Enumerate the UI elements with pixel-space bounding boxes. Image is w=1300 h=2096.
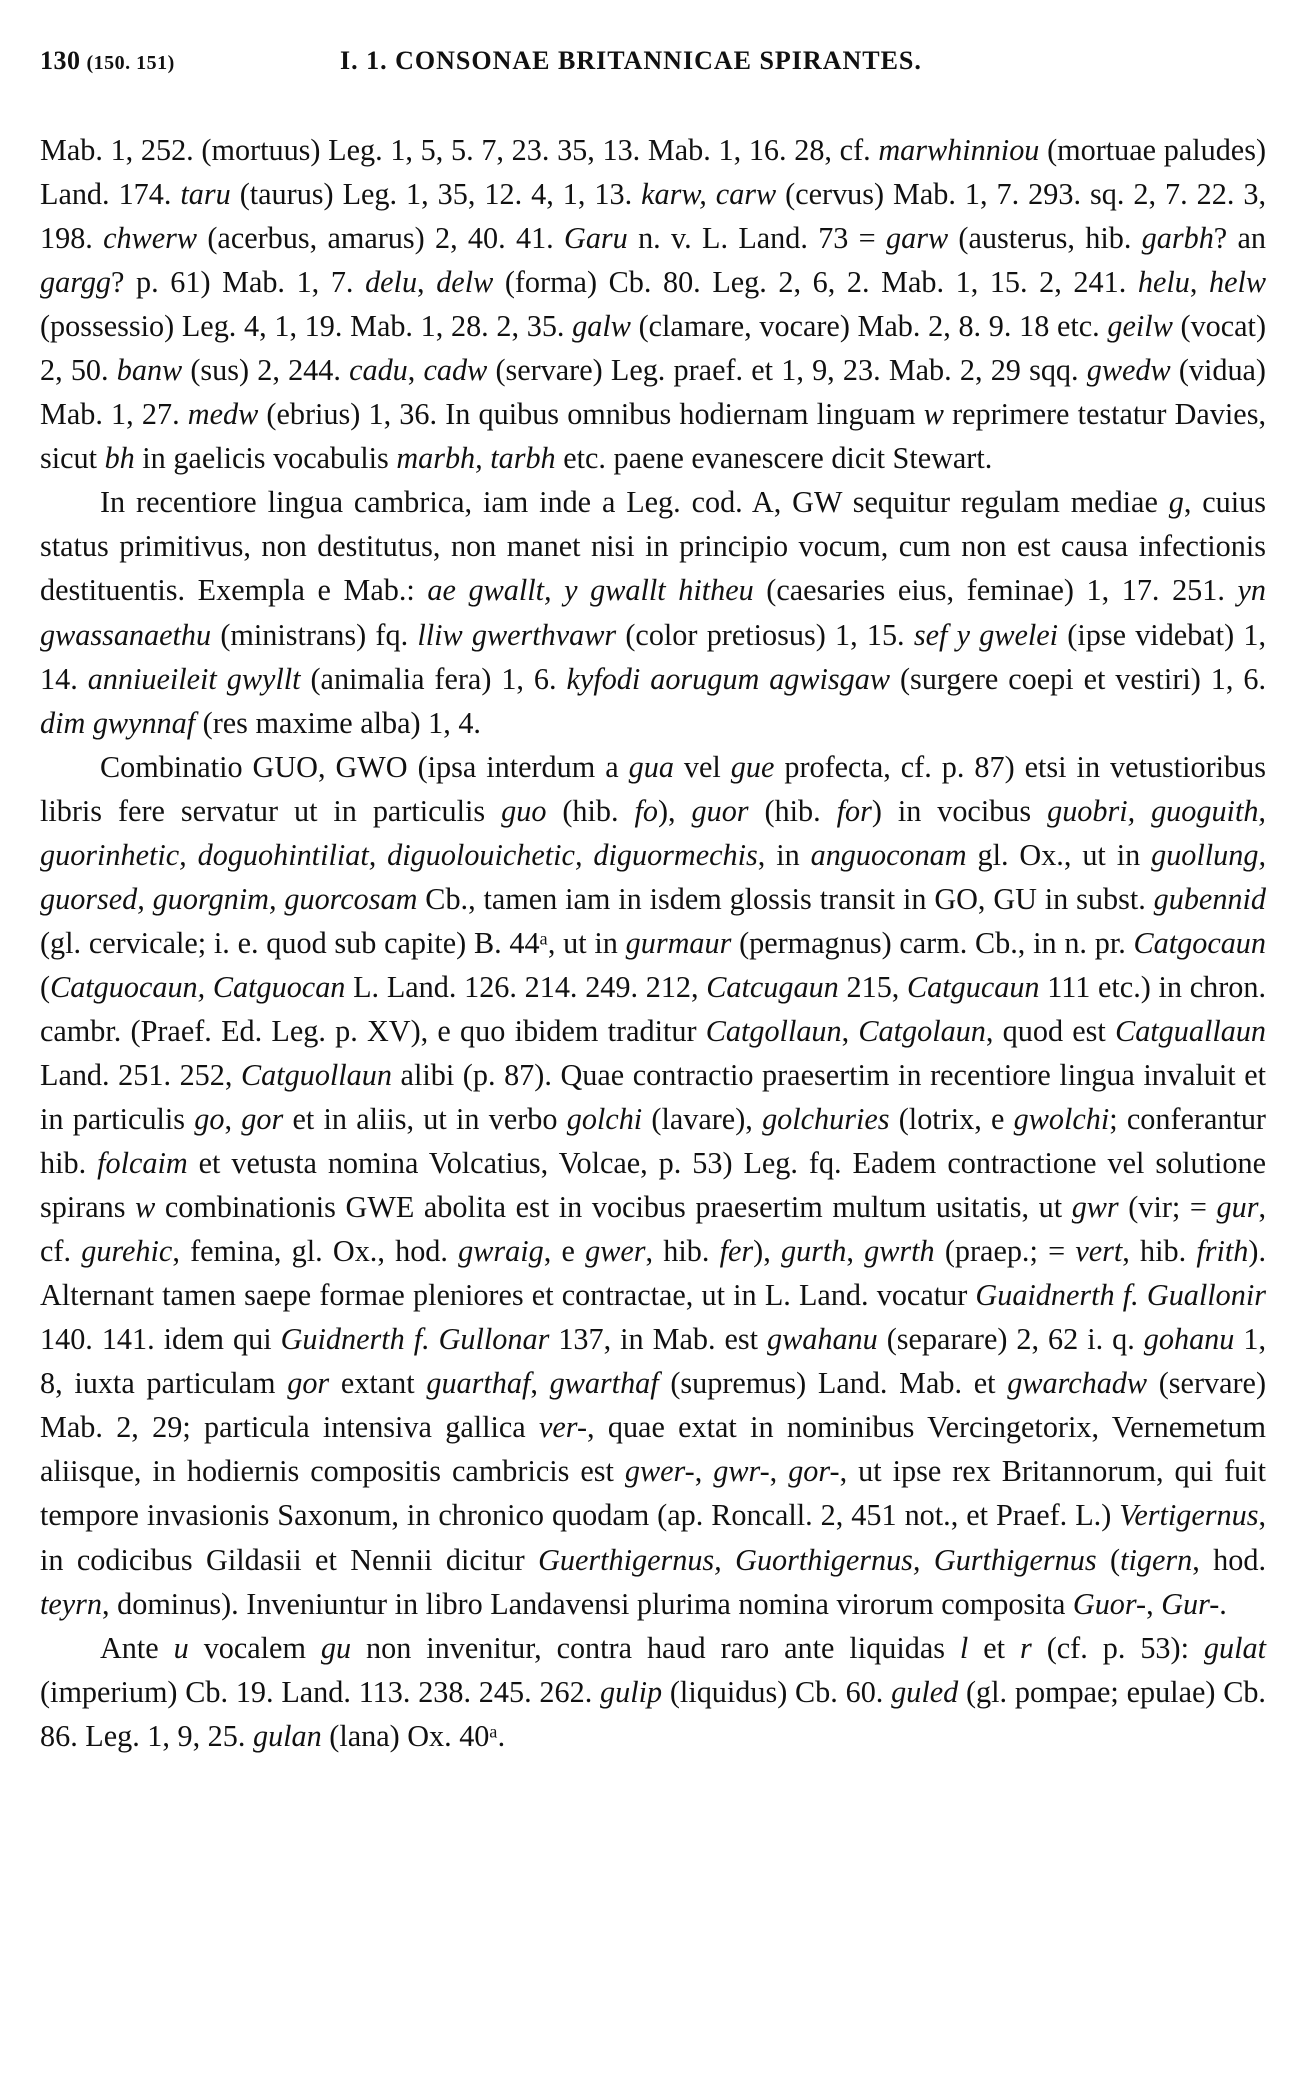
text-run: (ebrius) 1, 36. In quibus omnibus hodiernam linguam bbox=[258, 397, 924, 432]
text-run: (imperium) Cb. 19. Land. 113. 238. 245. 262. bbox=[40, 1674, 601, 1709]
italic-word: gubennid bbox=[1153, 881, 1266, 916]
text-run: et vetusta nomina Volcatius, Volcae, p. 53) Leg. fq. Eadem contractione vel solutione spirans bbox=[40, 1146, 1267, 1225]
italic-word: gor bbox=[287, 1366, 330, 1401]
italic-word: gwer bbox=[585, 1234, 646, 1269]
text-run: , bbox=[841, 1013, 859, 1048]
italic-word: gulat bbox=[1203, 1630, 1266, 1665]
text-run: (lavare), bbox=[642, 1102, 763, 1137]
italic-word: kyfodi aorugum agwisgaw bbox=[566, 661, 890, 696]
italic-word: Gur- bbox=[1161, 1586, 1220, 1621]
text-run: ( bbox=[40, 969, 51, 1004]
text-run: (ministrans) fq. bbox=[211, 617, 418, 652]
text-run: (permagnus) carm. Cb., in n. pr. bbox=[731, 925, 1134, 960]
italic-word: gurth bbox=[780, 1234, 847, 1269]
italic-word: fer bbox=[719, 1234, 754, 1269]
italic-word: guollung, guorsed, guorgnim, guorcosam bbox=[40, 837, 1266, 916]
italic-word: galw bbox=[572, 309, 631, 344]
text-run: (animalia fera) 1, 6. bbox=[300, 661, 567, 696]
italic-word: guarthaf bbox=[426, 1366, 531, 1401]
italic-word: gu bbox=[320, 1630, 352, 1665]
text-run: (lana) Ox. 40ᵃ. bbox=[321, 1718, 506, 1753]
text-body bbox=[40, 128, 1266, 1758]
text-run: , hib. bbox=[645, 1234, 720, 1269]
italic-word: gue bbox=[730, 749, 775, 784]
italic-word: Catgocaun bbox=[1133, 925, 1266, 960]
text-run: , cf. bbox=[40, 1190, 1266, 1269]
text-run: (mortuae paludes) Land. 174. bbox=[40, 133, 1266, 212]
italic-word: frith bbox=[1196, 1234, 1249, 1269]
text-run: (sus) 2, 244. bbox=[182, 353, 350, 388]
italic-word: golchuries bbox=[762, 1102, 890, 1137]
text-run: , quod est bbox=[985, 1013, 1116, 1048]
text-run: (taurus) Leg. 1, 35, 12. 4, 1, 13. bbox=[230, 177, 642, 212]
text-run: . bbox=[1219, 1586, 1227, 1621]
text-run: , bbox=[407, 353, 424, 388]
text-run: , hod. bbox=[1192, 1542, 1266, 1577]
text-run: ). Alternant tamen saepe formae pleniores et contractae, ut in L. Land. vocatur bbox=[40, 1234, 1266, 1313]
italic-word: karw, carw bbox=[641, 177, 777, 212]
italic-word: marbh, tarbh bbox=[396, 441, 556, 476]
italic-word: Catgollaun bbox=[705, 1013, 842, 1048]
italic-word: yn gwassanaethu bbox=[40, 573, 1267, 652]
text-run: combinationis GWE abolita est in vocibus praesertim multum usitatis, ut bbox=[155, 1190, 1072, 1225]
text-run: , femina, gl. Ox., hod. bbox=[172, 1234, 459, 1269]
text-run: , bbox=[1146, 1586, 1162, 1621]
text-run: reprimere testatur Davies, sicut bbox=[40, 397, 1266, 476]
text-run: profecta, cf. p. 87) etsi in vetustioribus libris fere servatur ut in particulis bbox=[40, 749, 1266, 828]
text-run: (servare) Mab. 2, 29; particula intensiva gallica bbox=[40, 1366, 1266, 1445]
text-run: ), bbox=[753, 1234, 781, 1269]
text-run: Cb., tamen iam in isdem glossis transit in GO, GU in subst. bbox=[417, 881, 1154, 916]
text-run: (liquidus) Cb. 60. bbox=[662, 1674, 892, 1709]
paragraph bbox=[40, 745, 1266, 1626]
text-run: , bbox=[224, 1102, 242, 1137]
italic-word: guobri, guoguith, guorinhetic, doguohintiliat, diguolouichetic, diguormechis bbox=[40, 793, 1266, 872]
italic-word: guled bbox=[891, 1674, 959, 1709]
section-title: I. 1. CONSONAE BRITANNICAE SPIRANTES. bbox=[340, 46, 922, 75]
italic-word: gua bbox=[628, 749, 674, 784]
italic-word: cadw bbox=[423, 353, 488, 388]
italic-word: gwrth bbox=[864, 1234, 935, 1269]
text-run: , cuius status primitivus, non destitutus, non manet nisi in principio vocum, cum non est causa infectionis destituentis. Exempla e Mab.: bbox=[40, 485, 1266, 608]
text-run: Land. 251. 252, bbox=[40, 1057, 242, 1092]
text-run: (res maxime alba) 1, 4. bbox=[195, 705, 481, 740]
italic-word: Catguollaun bbox=[241, 1057, 392, 1092]
page-number: 130 bbox=[40, 46, 81, 75]
text-run: Combinatio GUO, GWO (ipsa interdum a bbox=[100, 749, 629, 784]
italic-word: gulan bbox=[252, 1718, 322, 1753]
italic-word: w bbox=[923, 397, 944, 432]
text-run: In recentiore lingua cambrica, iam inde a Leg. cod. A, GW sequitur regulam mediae bbox=[100, 485, 1169, 520]
italic-word: Guidnerth f. Gullonar bbox=[280, 1322, 550, 1357]
italic-word: Guerthigernus, Guorthigernus, Gurthigernus bbox=[538, 1542, 1097, 1577]
italic-word: Catcugaun bbox=[706, 969, 839, 1004]
italic-word: folcaim bbox=[97, 1146, 188, 1181]
text-run: , e bbox=[543, 1234, 586, 1269]
text-run: alibi (p. 87). Quae contractio praesertim in recentiore lingua invaluit et in particulis bbox=[40, 1057, 1266, 1137]
text-run: (austerus, hib. bbox=[948, 221, 1142, 256]
text-run: (cervus) Mab. 1, 7. 293. sq. 2, 7. 22. 3, 198. bbox=[40, 177, 1266, 256]
text-run: 137, in Mab. est bbox=[549, 1322, 768, 1357]
italic-word: gwr- bbox=[713, 1454, 770, 1489]
text-run: gl. Ox., ut in bbox=[966, 837, 1152, 872]
italic-word: vert bbox=[1075, 1234, 1123, 1269]
italic-word: delu bbox=[365, 265, 418, 300]
text-run: extant bbox=[329, 1366, 427, 1401]
italic-word: garbh bbox=[1141, 221, 1214, 256]
italic-word: geilw bbox=[1107, 309, 1173, 344]
text-run: (gl. cervicale; i. e. quod sub capite) B. 44ᵃ, ut in bbox=[40, 925, 626, 960]
text-run: n. v. L. Land. 73 = bbox=[627, 221, 887, 256]
text-run: vel bbox=[673, 749, 731, 784]
text-run: (vocat) 2, 50. bbox=[40, 309, 1266, 388]
italic-word: ver- bbox=[539, 1410, 587, 1445]
italic-word: chwerw bbox=[103, 221, 198, 256]
text-run: (ipse videbat) 1, 14. bbox=[40, 617, 1267, 696]
italic-word: Garu bbox=[564, 221, 628, 256]
text-run: (cf. p. 53): bbox=[1031, 1630, 1204, 1665]
italic-word: guo bbox=[501, 793, 547, 828]
text-run: , bbox=[694, 1454, 714, 1489]
italic-word: gwer- bbox=[624, 1454, 695, 1489]
text-run: , bbox=[769, 1454, 789, 1489]
text-run: , quae extat in nominibus Vercingetorix, Vernemetum aliisque, in hodiernis compositis cambricis est bbox=[40, 1410, 1266, 1489]
italic-word: anniueileit gwyllt bbox=[87, 661, 301, 696]
text-run: (separare) 2, 62 i. q. bbox=[877, 1322, 1144, 1357]
text-run: (possessio) Leg. 4, 1, 19. Mab. 1, 28. 2, 35. bbox=[40, 309, 573, 344]
italic-word: Vertigernus bbox=[1119, 1498, 1259, 1533]
italic-word: ae gwallt, y gwallt hitheu bbox=[427, 573, 754, 608]
text-run: Ante bbox=[100, 1630, 174, 1665]
paragraph bbox=[40, 128, 1266, 480]
text-run: ? an bbox=[1213, 221, 1266, 256]
text-run: Mab. 1, 252. (mortuus) Leg. 1, 5, 5. 7, 23. 35, 13. Mab. 1, 16. 28, cf. bbox=[40, 133, 879, 167]
text-run: etc. paene evanescere dicit Stewart. bbox=[555, 441, 993, 476]
italic-word: helw bbox=[1208, 265, 1266, 300]
italic-word: gohanu bbox=[1143, 1322, 1235, 1357]
italic-word: Catgucaun bbox=[907, 969, 1040, 1004]
text-run: ( bbox=[1096, 1542, 1121, 1577]
text-run: , bbox=[846, 1234, 865, 1269]
italic-word: delw bbox=[436, 265, 494, 300]
italic-word: marwhinniou bbox=[878, 133, 1040, 167]
italic-word: medw bbox=[187, 397, 259, 432]
italic-word: gulip bbox=[600, 1674, 663, 1709]
text-run: , ut ipse rex Britannorum, qui fuit tempore invasionis Saxonum, in chronico quodam (ap. Roncall. 2, 451 not., et Praef. L.) bbox=[40, 1454, 1267, 1533]
text-run: (praep.; = bbox=[934, 1234, 1076, 1269]
italic-word: Guaidnerth f. Guallonir bbox=[975, 1278, 1266, 1313]
italic-word: Catguallaun bbox=[1115, 1013, 1267, 1048]
text-run: , dominus). Inveniuntur in libro Landavensi plurima nomina virorum composita bbox=[102, 1586, 1073, 1621]
italic-word: golchi bbox=[566, 1102, 643, 1137]
paragraph bbox=[40, 480, 1266, 744]
text-run: ), bbox=[657, 793, 692, 828]
text-run: ; conferantur hib. bbox=[40, 1102, 1266, 1181]
italic-word: bh bbox=[104, 441, 135, 476]
text-run: 140. 141. idem qui bbox=[40, 1322, 281, 1357]
text-run: , bbox=[417, 265, 437, 300]
text-run: ) in vocibus bbox=[871, 793, 1048, 828]
text-run: et bbox=[968, 1630, 1021, 1665]
italic-word: gwarthaf bbox=[549, 1366, 659, 1401]
text-run: et in aliis, ut in verbo bbox=[283, 1102, 567, 1137]
text-run: , in bbox=[757, 837, 811, 872]
text-run: in gaelicis vocabulis bbox=[134, 441, 397, 476]
italic-word: l bbox=[959, 1630, 969, 1665]
italic-word: gwolchi bbox=[1013, 1102, 1110, 1137]
italic-word: go bbox=[194, 1102, 225, 1137]
running-head bbox=[40, 46, 1266, 90]
italic-word: g bbox=[1168, 485, 1184, 520]
italic-word: fo bbox=[634, 793, 658, 828]
text-run: 215, bbox=[838, 969, 908, 1004]
text-run: (surgere coepi et vestiri) 1, 6. bbox=[890, 661, 1266, 696]
italic-word: anguoconam bbox=[810, 837, 967, 872]
text-run: (hib. bbox=[748, 793, 837, 828]
italic-word: gor- bbox=[788, 1454, 840, 1489]
italic-word: gurmaur bbox=[625, 925, 732, 960]
italic-word: Guor- bbox=[1072, 1586, 1147, 1621]
italic-word: helu bbox=[1137, 265, 1190, 300]
italic-word: guor bbox=[691, 793, 749, 828]
italic-word: gwr bbox=[1071, 1190, 1119, 1225]
italic-word: gurehic bbox=[81, 1234, 173, 1269]
text-run: vocalem bbox=[188, 1630, 321, 1665]
text-run: (vir; = bbox=[1118, 1190, 1217, 1225]
italic-word: gargg bbox=[40, 265, 112, 300]
italic-word: gur bbox=[1216, 1190, 1259, 1225]
text-run: , bbox=[530, 1366, 550, 1401]
text-run: (acerbus, amarus) 2, 40. 41. bbox=[197, 221, 565, 256]
text-run: 1, 8, iuxta particulam bbox=[40, 1322, 1266, 1401]
italic-word: dim gwynnaf bbox=[40, 705, 196, 740]
italic-word: u bbox=[173, 1630, 189, 1665]
text-run: non invenitur, contra haud raro ante liquidas bbox=[351, 1630, 960, 1665]
italic-word: gwarchadw bbox=[1007, 1366, 1148, 1401]
italic-word: banw bbox=[116, 353, 183, 388]
text-run: , hib. bbox=[1122, 1234, 1197, 1269]
italic-word: for bbox=[836, 793, 872, 828]
italic-word: sef y gwelei bbox=[913, 617, 1059, 652]
italic-word: tigern bbox=[1120, 1542, 1193, 1577]
text-run: ? p. 61) Mab. 1, 7. bbox=[111, 265, 366, 300]
italic-word: gwedw bbox=[1086, 353, 1171, 388]
text-run: , bbox=[1189, 265, 1209, 300]
italic-word: gwraig bbox=[458, 1234, 544, 1269]
paragraph bbox=[40, 1626, 1266, 1758]
italic-word: teyrn bbox=[40, 1586, 103, 1621]
text-run: (forma) Cb. 80. Leg. 2, 6, 2. Mab. 1, 15. 2, 241. bbox=[493, 265, 1138, 300]
text-run: (supremus) Land. Mab. et bbox=[658, 1366, 1008, 1401]
text-run: , in codicibus Gildasii et Nennii dicitur bbox=[40, 1498, 1266, 1577]
text-run: (lotrix, e bbox=[889, 1102, 1014, 1137]
italic-word: Catgolaun bbox=[858, 1013, 986, 1048]
text-run: (gl. pompae; epulae) Cb. 86. Leg. 1, 9, 25. bbox=[40, 1674, 1266, 1753]
text-run: (hib. bbox=[546, 793, 635, 828]
column-numbers: (150. 151) bbox=[86, 52, 175, 74]
italic-word: w bbox=[135, 1190, 156, 1225]
italic-word: taru bbox=[180, 177, 231, 212]
text-run: (color pretiosus) 1, 15. bbox=[616, 617, 914, 652]
text-run: (clamare, vocare) Mab. 2, 8. 9. 18 etc. bbox=[630, 309, 1108, 344]
page-number-block bbox=[40, 46, 175, 76]
italic-word: r bbox=[1020, 1630, 1032, 1665]
text-run: L. Land. 126. 214. 249. 212, bbox=[345, 969, 707, 1004]
italic-word: lliw gwerthvawr bbox=[417, 617, 617, 652]
italic-word: gor bbox=[241, 1102, 284, 1137]
italic-word: gwahanu bbox=[767, 1322, 878, 1357]
text-run: (caesaries eius, feminae) 1, 17. 251. bbox=[753, 573, 1238, 608]
italic-word: cadu bbox=[349, 353, 408, 388]
text-run: (vidua) Mab. 1, 27. bbox=[40, 353, 1266, 432]
text-run: (servare) Leg. praef. et 1, 9, 23. Mab. 2, 29 sqq. bbox=[487, 353, 1087, 388]
italic-word: garw bbox=[886, 221, 949, 256]
text-run: 111 etc.) in chron. cambr. (Praef. Ed. Leg. p. XV), e quo ibidem traditur bbox=[40, 969, 1266, 1048]
italic-word: Catguocaun, Catguocan bbox=[50, 969, 346, 1004]
